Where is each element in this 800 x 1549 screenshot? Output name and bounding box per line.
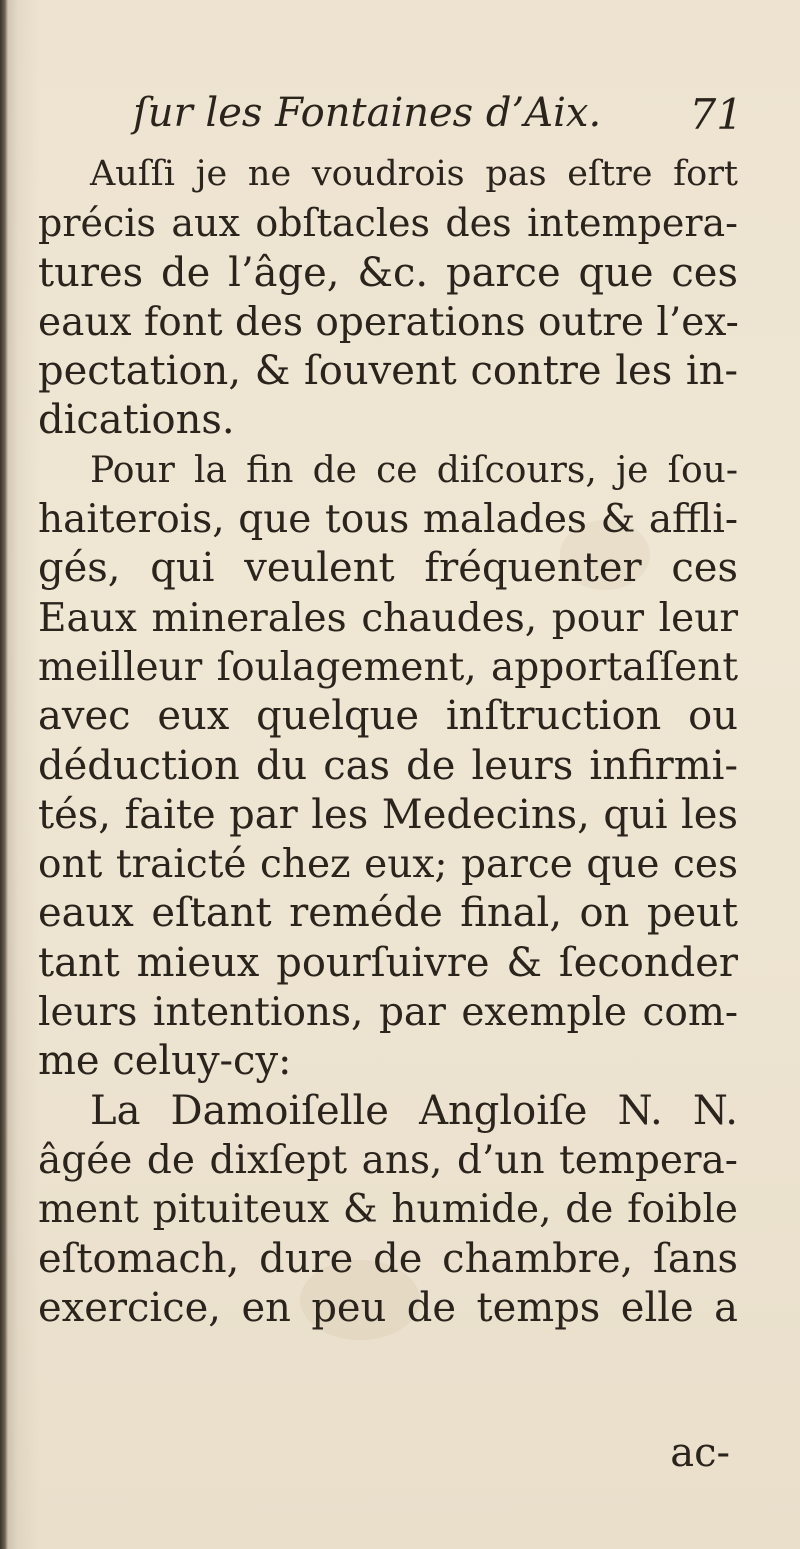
page-gutter-shadow bbox=[0, 0, 8, 1549]
text-line: gés, qui veulent fréquenter ces bbox=[38, 545, 738, 592]
text-line: tant mieux pourſuivre & ſeconder bbox=[38, 939, 738, 986]
text-line: eſtomach, dure de chambre, ſans bbox=[38, 1235, 738, 1282]
text-line: ont traicté chez eux; parce que ces bbox=[38, 842, 738, 888]
text-line: précis aux obſtacles des intempera- bbox=[38, 201, 738, 246]
text-line: dications. bbox=[38, 397, 235, 444]
page-number: 71 bbox=[689, 90, 743, 139]
text-line: haiterois, que tous malades & affli- bbox=[38, 497, 738, 543]
text-line: Eaux minerales chaudes, pour leur bbox=[38, 595, 738, 641]
text-line: La Damoiſelle Angloiſe N. N. bbox=[90, 1087, 738, 1134]
body-text bbox=[38, 150, 738, 1333]
text-line: Pour la fin de ce diſcours, je ſou- bbox=[90, 449, 738, 491]
text-line: tures de l’âge, &c. parce que ces bbox=[38, 249, 738, 296]
page-header bbox=[133, 90, 753, 150]
text-line: exercice, en peu de temps elle a bbox=[38, 1284, 738, 1331]
text-line: eaux eſtant reméde final, on peut bbox=[38, 890, 738, 937]
text-line: déduction du cas de leurs infirmi- bbox=[38, 742, 738, 789]
text-line: eaux font des operations outre l’ex- bbox=[38, 299, 739, 345]
text-line: âgée de dixſept ans, d’un tempera- bbox=[38, 1137, 738, 1183]
text-line: pectation, & ſouvent contre les in- bbox=[38, 348, 738, 395]
text-line: meilleur ſoulagement, apportaſſent bbox=[38, 644, 738, 690]
text-line: leurs intentions, par exemple com- bbox=[38, 990, 738, 1036]
text-line: tés, faite par les Medecins, qui les bbox=[38, 791, 738, 838]
text-line: Auſſi je ne voudrois pas eſtre fort bbox=[90, 154, 738, 194]
text-line: avec eux quelque inſtruction ou bbox=[38, 693, 738, 740]
text-line: ment pituiteux & humide, de foible bbox=[38, 1187, 738, 1233]
catchword: ac- bbox=[670, 1430, 730, 1476]
running-title: ſur les Fontaines d’Aix. bbox=[133, 90, 602, 136]
text-line: me celuy-cy: bbox=[38, 1038, 292, 1085]
